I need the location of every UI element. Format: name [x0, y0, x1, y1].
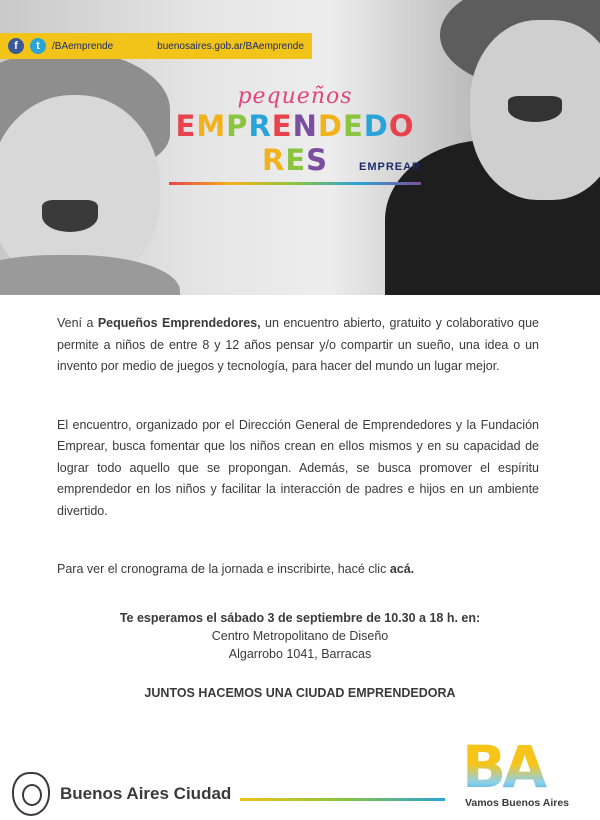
emprear-logo: EMPREAR [358, 161, 421, 173]
body-text [57, 313, 539, 581]
pequenos-emprendedores-logo [165, 85, 425, 185]
social-handle[interactable]: /BAemprende [52, 40, 114, 52]
intro-paragraph: Vení a Pequeños Emprendedores, un encuentro abierto, gratuito y colaborativo que permite a niños de entre 8 y 12 años pensar y/o compartir un sueño, una idea o un invento por medio de juegos y tecnología, para hacer del mundo un lugar mejor. [57, 316, 539, 373]
ba-tagline: Vamos Buenos Aires [464, 797, 570, 809]
hero-banner [0, 0, 600, 295]
registration-paragraph: Para ver el cronograma de la jornada e inscribirte, hacé clic acá. [57, 562, 415, 576]
event-address: Algarrobo 1041, Barracas [228, 647, 372, 661]
logo-rainbow-line [169, 182, 421, 185]
facebook-icon[interactable]: f [8, 38, 24, 54]
description-paragraph: El encuentro, organizado por el Dirección General de Emprendedores y la Fundación Emprear, busca fomentar que los niños crean en ellos mismos y en su capacidad de lograr todo aquello que se propongan. Además, se busca promover el espíritu emprendedor en los niños y facilitar la interacción de padres e hijos en un ambiente divertido. [57, 417, 539, 518]
city-seal-icon [12, 772, 50, 816]
registration-link[interactable]: acá. [389, 562, 415, 576]
child-left-shirt [0, 255, 180, 295]
twitter-icon[interactable]: t [30, 38, 46, 54]
logo-script-text: pequeños [237, 84, 353, 109]
footer-gradient-line [240, 798, 445, 801]
child-left-smile [42, 200, 98, 232]
event-details [0, 609, 600, 663]
social-bar [0, 33, 312, 59]
city-name: Buenos Aires Ciudad [60, 784, 232, 803]
logo-main-text: EMPRENDEDORES [175, 109, 415, 177]
event-date: Te esperamos el sábado 3 de septiembre de 10.30 a 18 h. en: [119, 611, 481, 625]
city-brand [12, 772, 231, 816]
event-venue: Centro Metropolitano de Diseño [211, 629, 389, 643]
event-name: Pequeños Emprendedores, [97, 316, 261, 330]
child-right-smile [508, 96, 562, 122]
slogan: JUNTOS HACEMOS UNA CIUDAD EMPRENDEDORA [144, 686, 456, 700]
website-link[interactable]: buenosaires.gob.ar/BAemprende [157, 40, 304, 52]
ba-logo: BA [462, 737, 566, 797]
